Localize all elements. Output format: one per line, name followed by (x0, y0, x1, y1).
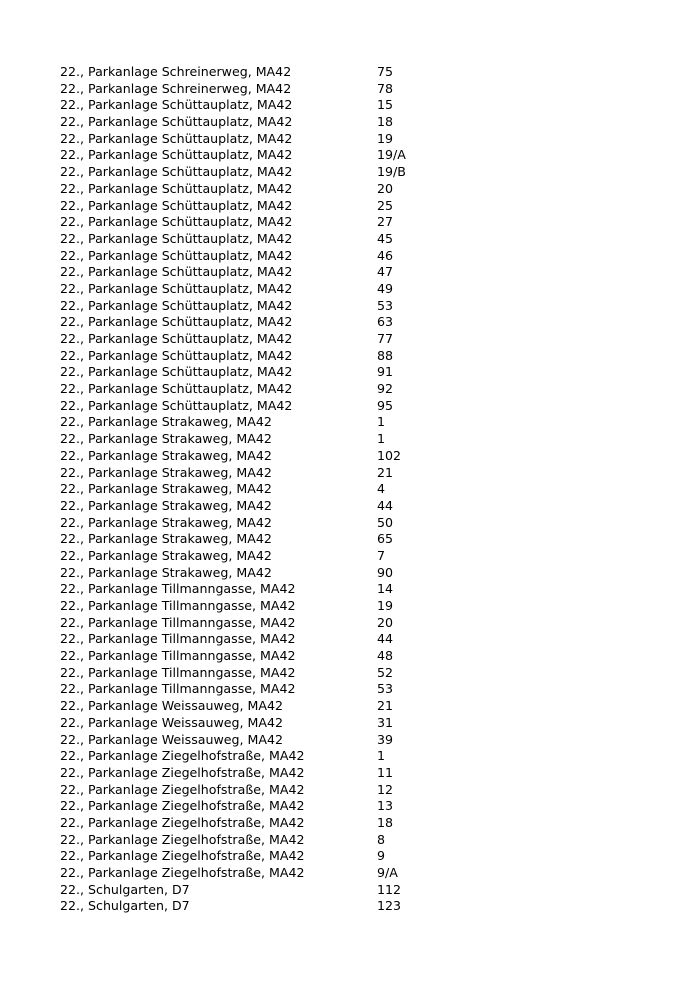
location-name: 22., Parkanlage Strakaweg, MA42 (60, 481, 272, 497)
location-number: 13 (377, 798, 394, 814)
location-name: 22., Parkanlage Schüttauplatz, MA42 (60, 364, 293, 380)
location-number: 20 (377, 614, 394, 630)
location-number: 1 (377, 748, 386, 764)
location-name: 22., Parkanlage Tillmanngasse, MA42 (60, 631, 296, 647)
list-item (60, 448, 660, 465)
location-name: 22., Parkanlage Weissauweg, MA42 (60, 698, 284, 714)
list-item (60, 598, 660, 615)
list-item (60, 698, 660, 715)
location-number: 15 (377, 97, 394, 113)
list-item (60, 865, 660, 882)
location-number: 19/A (377, 147, 406, 163)
list-item (60, 465, 660, 482)
location-number: 102 (377, 447, 402, 463)
location-name: 22., Schulgarten, D7 (60, 898, 190, 914)
list-item (60, 381, 660, 398)
list-item (60, 481, 660, 498)
location-name: 22., Schulgarten, D7 (60, 881, 190, 897)
list-item (60, 548, 660, 565)
location-number: 95 (377, 397, 394, 413)
location-name: 22., Parkanlage Strakaweg, MA42 (60, 414, 272, 430)
location-number: 46 (377, 247, 394, 263)
location-name: 22., Parkanlage Schreinerweg, MA42 (60, 64, 292, 79)
list-item (60, 531, 660, 548)
location-number: 91 (377, 364, 394, 380)
list-item (60, 331, 660, 348)
location-number: 21 (377, 698, 394, 714)
location-number: 65 (377, 531, 394, 547)
location-number: 112 (377, 881, 402, 897)
location-number: 52 (377, 664, 394, 680)
location-name: 22., Parkanlage Ziegelhofstraße, MA42 (60, 764, 305, 780)
location-number: 1 (377, 414, 386, 430)
location-name: 22., Parkanlage Schüttauplatz, MA42 (60, 230, 293, 246)
location-name: 22., Parkanlage Schüttauplatz, MA42 (60, 147, 293, 163)
location-name: 22., Parkanlage Ziegelhofstraße, MA42 (60, 831, 305, 847)
list-item (60, 898, 660, 915)
location-name: 22., Parkanlage Ziegelhofstraße, MA42 (60, 798, 305, 814)
list-item (60, 581, 660, 598)
location-number: 88 (377, 347, 394, 363)
location-number: 27 (377, 214, 394, 230)
location-number: 21 (377, 464, 394, 480)
list-item (60, 815, 660, 832)
location-name: 22., Parkanlage Tillmanngasse, MA42 (60, 664, 296, 680)
location-name: 22., Parkanlage Schüttauplatz, MA42 (60, 114, 293, 130)
location-number: 25 (377, 197, 394, 213)
location-name: 22., Parkanlage Strakaweg, MA42 (60, 464, 272, 480)
location-number: 92 (377, 381, 394, 397)
location-name: 22., Parkanlage Schüttauplatz, MA42 (60, 314, 293, 330)
list-item (60, 214, 660, 231)
location-name: 22., Parkanlage Schüttauplatz, MA42 (60, 164, 293, 180)
location-name: 22., Parkanlage Tillmanngasse, MA42 (60, 681, 296, 697)
list-item (60, 114, 660, 131)
location-name: 22., Parkanlage Ziegelhofstraße, MA42 (60, 848, 305, 864)
location-name: 22., Parkanlage Ziegelhofstraße, MA42 (60, 814, 305, 830)
location-number: 18 (377, 114, 394, 130)
list-item (60, 848, 660, 865)
list-item (60, 431, 660, 448)
list-item (60, 765, 660, 782)
location-name: 22., Parkanlage Strakaweg, MA42 (60, 431, 272, 447)
location-number: 45 (377, 230, 394, 246)
location-name: 22., Parkanlage Schüttauplatz, MA42 (60, 180, 293, 196)
list-item (60, 248, 660, 265)
location-number: 11 (377, 764, 394, 780)
location-name: 22., Parkanlage Schüttauplatz, MA42 (60, 381, 293, 397)
location-name: 22., Parkanlage Ziegelhofstraße, MA42 (60, 865, 305, 880)
location-name: 22., Parkanlage Tillmanngasse, MA42 (60, 648, 296, 664)
list-item (60, 348, 660, 365)
location-name: 22., Parkanlage Strakaweg, MA42 (60, 564, 272, 580)
list-item (60, 565, 660, 582)
location-number: 75 (377, 64, 394, 79)
list-item (60, 615, 660, 632)
list-item (60, 515, 660, 532)
list-item (60, 748, 660, 765)
location-name: 22., Parkanlage Schüttauplatz, MA42 (60, 247, 293, 263)
list-item (60, 264, 660, 281)
list-item (60, 832, 660, 849)
location-number: 90 (377, 564, 394, 580)
location-name: 22., Parkanlage Schüttauplatz, MA42 (60, 264, 293, 280)
location-number: 77 (377, 331, 394, 346)
location-name: 22., Parkanlage Strakaweg, MA42 (60, 514, 272, 530)
location-number: 49 (377, 280, 394, 296)
location-name: 22., Parkanlage Schüttauplatz, MA42 (60, 347, 293, 363)
location-number: 47 (377, 264, 394, 280)
location-number: 39 (377, 731, 394, 747)
location-number: 19/B (377, 164, 406, 180)
location-name: 22., Parkanlage Strakaweg, MA42 (60, 531, 272, 547)
list-item (60, 147, 660, 164)
location-name: 22., Parkanlage Schüttauplatz, MA42 (60, 397, 293, 413)
list-item (60, 231, 660, 248)
location-number: 31 (377, 714, 394, 730)
list-item (60, 298, 660, 315)
location-number: 50 (377, 514, 394, 530)
location-name: 22., Parkanlage Weissauweg, MA42 (60, 714, 284, 730)
location-list (60, 64, 660, 915)
list-item (60, 798, 660, 815)
location-number: 53 (377, 297, 394, 313)
location-name: 22., Parkanlage Strakaweg, MA42 (60, 547, 272, 563)
location-number: 18 (377, 814, 394, 830)
location-number: 19 (377, 130, 394, 146)
location-number: 7 (377, 547, 386, 563)
location-name: 22., Parkanlage Schüttauplatz, MA42 (60, 331, 293, 346)
list-item (60, 782, 660, 799)
location-name: 22., Parkanlage Tillmanngasse, MA42 (60, 581, 296, 597)
location-number: 8 (377, 831, 386, 847)
location-name: 22., Parkanlage Schreinerweg, MA42 (60, 80, 292, 96)
list-item (60, 498, 660, 515)
location-name: 22., Parkanlage Schüttauplatz, MA42 (60, 297, 293, 313)
list-item (60, 715, 660, 732)
list-item (60, 81, 660, 98)
list-item (60, 398, 660, 415)
location-number: 12 (377, 781, 394, 797)
location-name: 22., Parkanlage Schüttauplatz, MA42 (60, 97, 293, 113)
location-name: 22., Parkanlage Schüttauplatz, MA42 (60, 130, 293, 146)
list-item (60, 665, 660, 682)
list-item (60, 281, 660, 298)
location-name: 22., Parkanlage Schüttauplatz, MA42 (60, 214, 293, 230)
location-number: 14 (377, 581, 394, 597)
list-item (60, 364, 660, 381)
location-number: 19 (377, 598, 394, 613)
list-item (60, 164, 660, 181)
location-name: 22., Parkanlage Strakaweg, MA42 (60, 447, 272, 463)
location-number: 123 (377, 898, 402, 914)
list-item (60, 681, 660, 698)
list-item (60, 732, 660, 749)
location-number: 4 (377, 481, 386, 497)
location-number: 44 (377, 631, 394, 647)
location-number: 53 (377, 681, 394, 697)
location-name: 22., Parkanlage Strakaweg, MA42 (60, 497, 272, 513)
location-name: 22., Parkanlage Ziegelhofstraße, MA42 (60, 781, 305, 797)
location-name: 22., Parkanlage Tillmanngasse, MA42 (60, 598, 296, 613)
location-name: 22., Parkanlage Schüttauplatz, MA42 (60, 280, 293, 296)
location-number: 63 (377, 314, 394, 330)
list-item (60, 314, 660, 331)
location-number: 1 (377, 431, 386, 447)
list-item (60, 131, 660, 148)
list-item (60, 631, 660, 648)
location-number: 48 (377, 648, 394, 664)
list-item (60, 97, 660, 114)
list-item (60, 198, 660, 215)
location-name: 22., Parkanlage Tillmanngasse, MA42 (60, 614, 296, 630)
location-name: 22., Parkanlage Ziegelhofstraße, MA42 (60, 748, 305, 764)
location-name: 22., Parkanlage Weissauweg, MA42 (60, 731, 284, 747)
location-number: 20 (377, 180, 394, 196)
list-item (60, 64, 660, 81)
location-number: 44 (377, 497, 394, 513)
location-number: 9 (377, 848, 386, 864)
list-item (60, 181, 660, 198)
list-item (60, 648, 660, 665)
list-item (60, 882, 660, 899)
list-item (60, 414, 660, 431)
location-number: 78 (377, 80, 394, 96)
location-name: 22., Parkanlage Schüttauplatz, MA42 (60, 197, 293, 213)
location-number: 9/A (377, 865, 398, 880)
